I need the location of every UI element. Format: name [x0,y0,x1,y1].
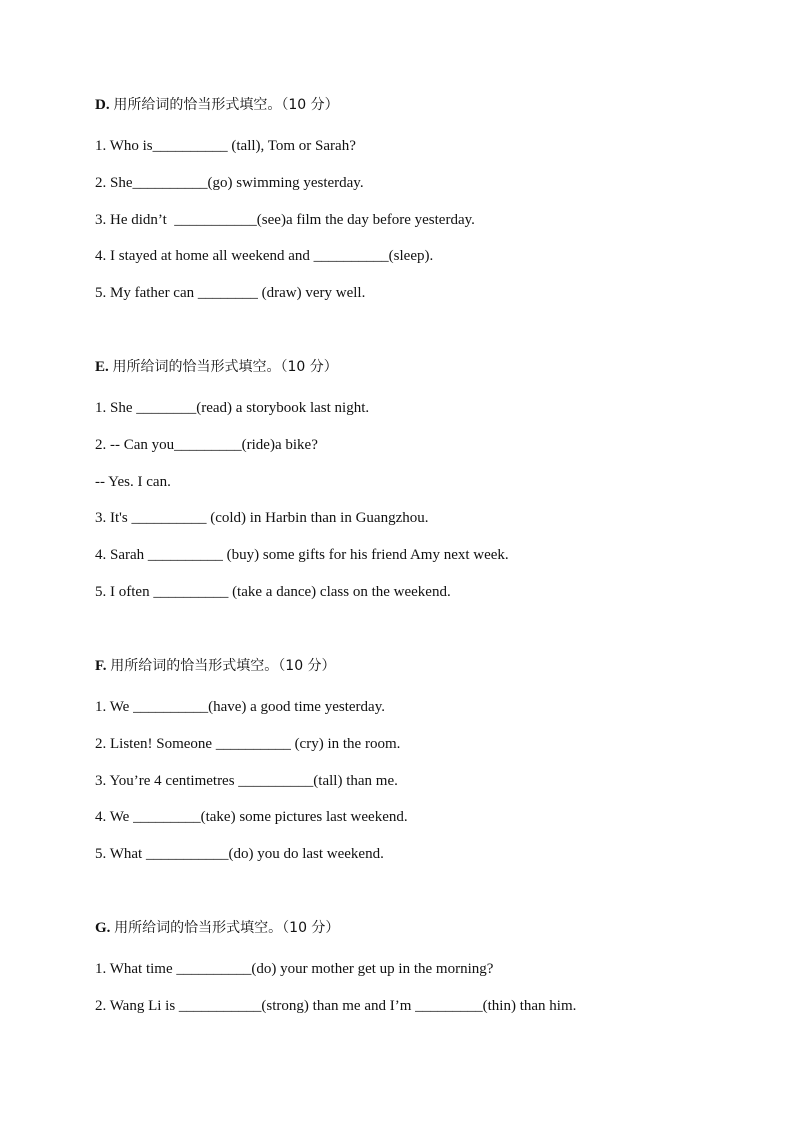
question-item: 2. Wang Li is ___________(strong) than me and I’m _________(thin) than him. [95,998,577,1014]
section-letter: F. [95,658,107,674]
section-title: 用所给词的恰当形式填空。 [112,359,281,375]
section-letter: D. [95,97,110,113]
question-item: 4. We _________(take) some pictures last weekend. [95,809,408,825]
section-title: 用所给词的恰当形式填空。 [110,658,279,674]
question-item: 5. What ___________(do) you do last weekend. [95,846,384,862]
section-f-heading [95,657,336,675]
section-e-heading [95,358,338,376]
question-item: 3. He didn’t ___________(see)a film the day before yesterday. [95,212,475,228]
question-item: 3. It's __________ (cold) in Harbin than in Guangzhou. [95,510,429,526]
question-item: 4. Sarah __________ (buy) some gifts for his friend Amy next week. [95,547,509,563]
section-g-heading [95,919,339,937]
question-item: 2. She__________(go) swimming yesterday. [95,175,364,191]
section-d-heading [95,96,339,114]
question-item: 2. Listen! Someone __________ (cry) in the room. [95,736,401,752]
section-title: 用所给词的恰当形式填空。 [113,97,282,113]
question-item: 2. -- Can you_________(ride)a bike? [95,437,318,453]
question-item: 1. She ________(read) a storybook last night. [95,400,370,416]
question-item: -- Yes. I can. [95,474,171,490]
question-item: 4. I stayed at home all weekend and __________(sleep). [95,248,434,264]
question-item: 3. You’re 4 centimetres __________(tall) than me. [95,773,398,789]
question-item: 1. What time __________(do) your mother get up in the morning? [95,961,494,977]
section-title: 用所给词的恰当形式填空。 [114,920,283,936]
section-letter: E. [95,359,109,375]
question-item: 5. I often __________ (take a dance) class on the weekend. [95,584,451,600]
section-score: （10 分） [280,359,338,375]
section-score: （10 分） [282,920,340,936]
question-item: 1. Who is__________ (tall), Tom or Sarah? [95,138,356,154]
section-letter: G. [95,920,111,936]
section-score: （10 分） [281,97,339,113]
question-item: 5. My father can ________ (draw) very well. [95,285,366,301]
section-score: （10 分） [278,658,336,674]
question-item: 1. We __________(have) a good time yesterday. [95,699,385,715]
